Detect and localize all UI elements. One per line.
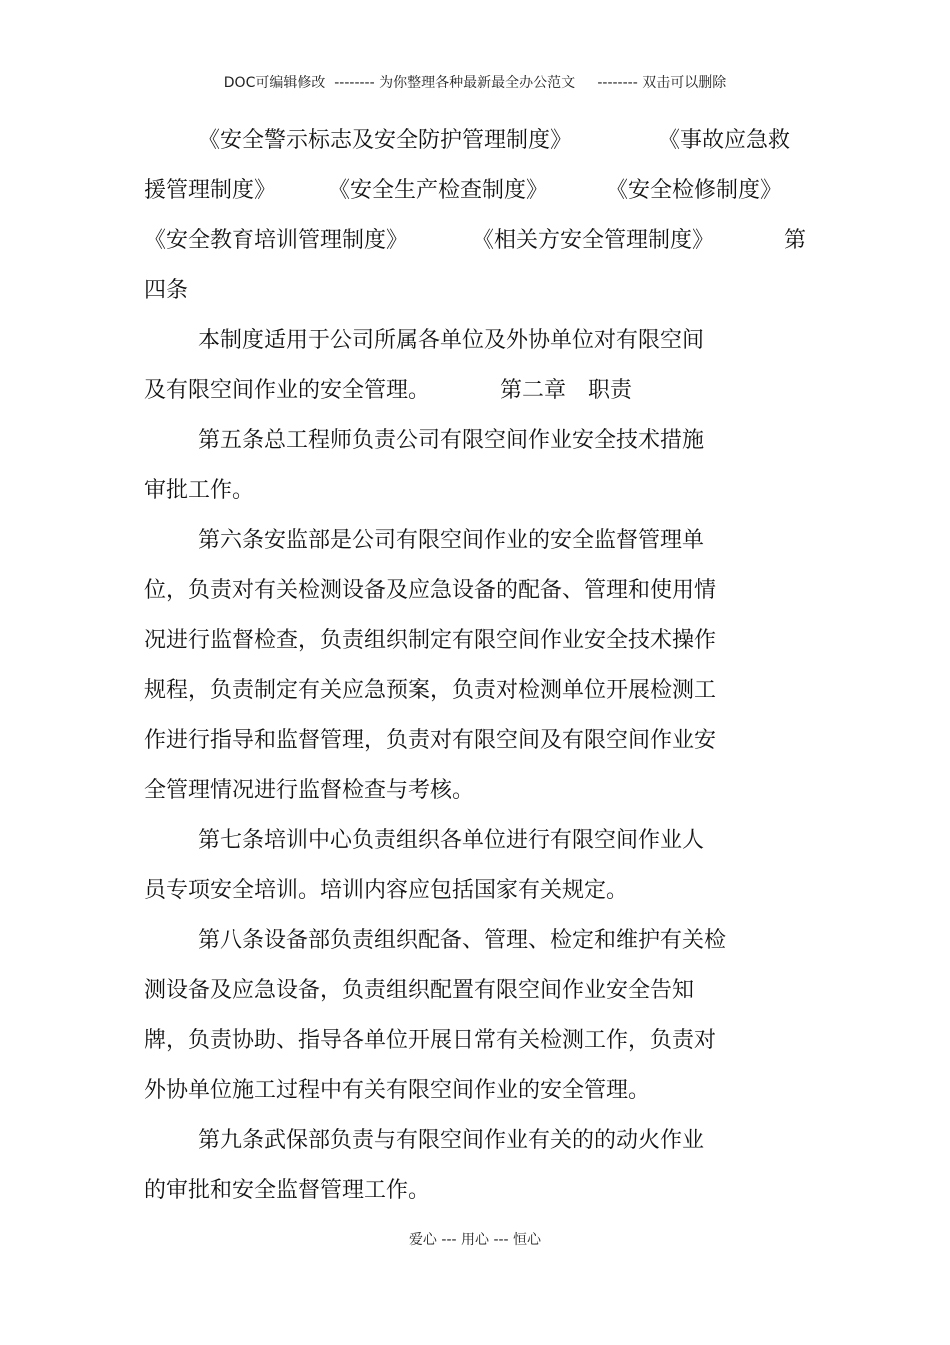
text-segment: 第 — [784, 228, 807, 253]
text-segment: 及有限空间作业的安全管理。 — [144, 378, 431, 403]
body-line: 本制度适用于公司所属各单位及外协单位对有限空间 — [198, 328, 705, 353]
body-line: 第六条安监部是公司有限空间作业的安全监督管理单 — [198, 528, 705, 553]
text-segment: 援管理制度》 — [144, 178, 277, 203]
body-line: 四条 — [144, 278, 189, 303]
text-segment: 《安全检修制度》 — [606, 178, 783, 203]
body-line: 员专项安全培训。培训内容应包括国家有关规定。 — [144, 878, 629, 903]
body-line: 第八条设备部负责组织配备、管理、检定和维护有关检 — [198, 928, 727, 953]
body-line: 作进行指导和监督管理，负责对有限空间及有限空间作业安 — [144, 728, 717, 753]
body-line: 第七条培训中心负责组织各单位进行有限空间作业人 — [198, 828, 705, 853]
body-line: 位，负责对有关检测设备及应急设备的配备、管理和使用情 — [144, 578, 717, 603]
body-line — [198, 126, 790, 156]
body-line: 规程，负责制定有关应急预案，负责对检测单位开展检测工 — [144, 678, 717, 703]
text-segment: 《安全生产检查制度》 — [328, 178, 549, 203]
body-line: 测设备及应急设备，负责组织配置有限空间作业安全告知 — [144, 978, 695, 1003]
text-segment: 《相关方安全管理制度》 — [472, 228, 715, 253]
body-line: 外协单位施工过程中有关有限空间作业的安全管理。 — [144, 1078, 651, 1103]
text-segment: 《安全警示标志及安全防护管理制度》 — [198, 128, 573, 153]
body-line: 况进行监督检查，负责组织制定有限空间作业安全技术操作 — [144, 628, 717, 653]
text-segment: 《事故应急救 — [657, 128, 790, 153]
chapter-heading: 第二章 职责 — [500, 378, 633, 403]
text-segment: 《安全教育培训管理制度》 — [144, 228, 409, 253]
body-line: 全管理情况进行监督检查与考核。 — [144, 778, 475, 803]
body-line: 审批工作。 — [144, 478, 255, 503]
body-line: 第五条总工程师负责公司有限空间作业安全技术措施 — [198, 428, 705, 453]
body-line: 的审批和安全监督管理工作。 — [144, 1178, 431, 1203]
body-line: 牌，负责协助、指导各单位开展日常有关检测工作，负责对 — [144, 1028, 717, 1053]
page-header: DOC可编辑修改 -------- 为你整理各种最新最全办公范文 -------- 双击可以删除 — [223, 75, 727, 91]
body-line: 第九条武保部负责与有限空间作业有关的的动火作业 — [198, 1128, 705, 1153]
page-footer: 爱心 --- 用心 --- 恒心 — [408, 1232, 542, 1248]
